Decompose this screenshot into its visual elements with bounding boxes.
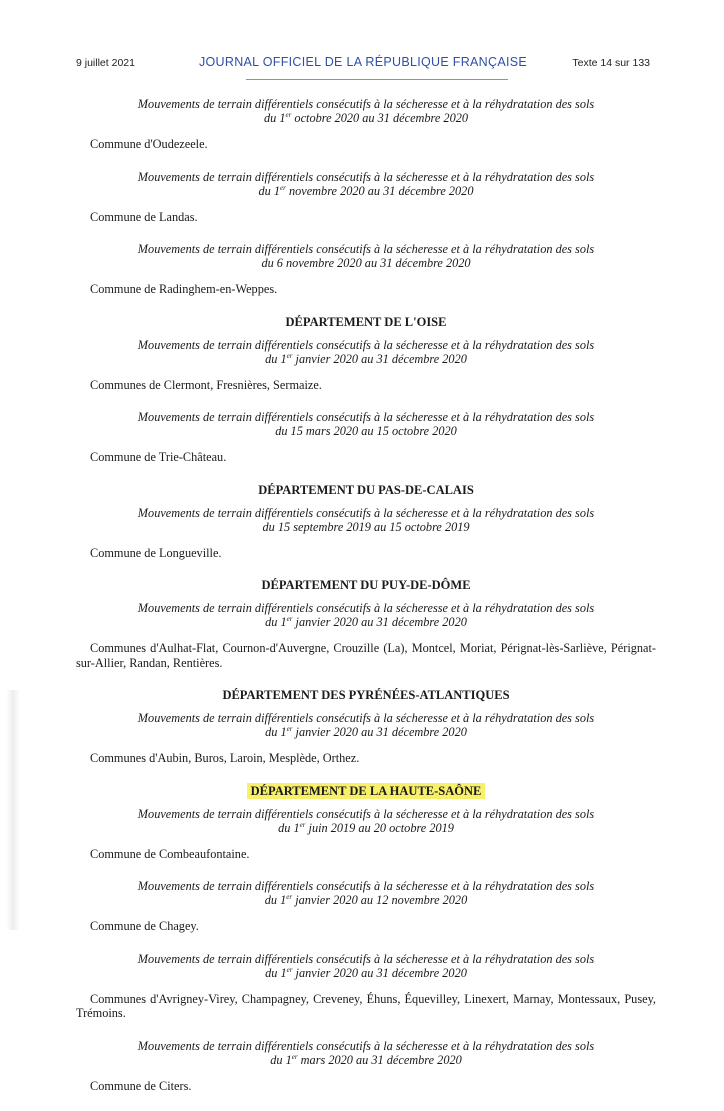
ordinal-suffix: er (286, 351, 293, 360)
decree-heading (76, 338, 656, 366)
department-heading (76, 483, 656, 498)
commune-list: Commune de Combeaufontaine. (90, 846, 250, 861)
page-indicator: Texte 14 sur 133 (572, 57, 650, 69)
department-title: DÉPARTEMENT DES PYRÉNÉES-ATLANTIQUES (222, 688, 510, 702)
decree-heading (76, 879, 656, 907)
department-section (76, 315, 656, 465)
period-start: du 1 (265, 615, 287, 629)
department-heading (76, 578, 656, 593)
ordinal-suffix: er (299, 820, 306, 829)
phenomenon-text: Mouvements de terrain différentiels consécutifs à la sécheresse et à la réhydratation des sols (137, 337, 595, 352)
decree-heading (76, 601, 656, 629)
phenomenon-text: Mouvements de terrain différentiels consécutifs à la sécheresse et à la réhydratation des sols (137, 1038, 595, 1053)
department-heading (76, 784, 656, 799)
period-text (76, 256, 656, 270)
decree-heading (76, 1039, 656, 1067)
department-title: DÉPARTEMENT DU PUY-DE-DÔME (261, 578, 471, 592)
phenomenon-text: Mouvements de terrain différentiels consécutifs à la sécheresse et à la réhydratation des sols (137, 410, 595, 424)
decree-heading (76, 807, 656, 835)
phenomenon-text: Mouvements de terrain différentiels consécutifs à la sécheresse et à la réhydratation des sols (137, 951, 595, 966)
department-heading (76, 315, 656, 330)
period-text (76, 424, 656, 438)
period-text (76, 725, 656, 739)
decree-heading (76, 97, 656, 125)
commune-list: Commune de Landas. (90, 209, 198, 224)
scan-artifact (6, 690, 20, 930)
commune-list: Communes d'Aulhat-Flat, Cournon-d'Auvergne, Crouzille (La), Montcel, Moriat, Pérignat-lès-Sarliève, Pérignat-sur-Allier, Randan, Rentières. (76, 641, 656, 670)
department-section (76, 688, 656, 766)
period-end: octobre 2020 au 31 décembre 2020 (291, 111, 469, 125)
ordinal-suffix: er (286, 724, 293, 733)
phenomenon-text: Mouvements de terrain différentiels consécutifs à la sécheresse et à la réhydratation des sols (137, 601, 595, 615)
department-section (76, 97, 656, 297)
ordinal-suffix: er (286, 965, 293, 974)
phenomenon-text: Mouvements de terrain différentiels consécutifs à la sécheresse et à la réhydratation des sols (137, 242, 595, 256)
commune-list: Commune de Citers. (90, 1078, 192, 1093)
decree-heading (76, 242, 656, 270)
highlighted-department-title: DÉPARTEMENT DE LA HAUTE-SAÔNE (247, 783, 486, 799)
department-title: DÉPARTEMENT DU PAS-DE-CALAIS (258, 482, 474, 497)
phenomenon-text: Mouvements de terrain différentiels consécutifs à la sécheresse et à la réhydratation des sols (137, 806, 595, 821)
ordinal-suffix: er (291, 1052, 298, 1061)
period-end: janvier 2020 au 31 décembre 2020 (292, 725, 467, 739)
commune-list: Commune d'Oudezeele. (90, 137, 208, 151)
ordinal-suffix: er (286, 892, 293, 901)
page-header (76, 57, 650, 73)
period-end: mars 2020 au 31 décembre 2020 (297, 1052, 462, 1067)
commune-list: Commune de Radinghem-en-Weppes. (90, 282, 278, 296)
period-text (76, 520, 656, 534)
period-text (76, 893, 656, 907)
department-title: DÉPARTEMENT DE L'OISE (285, 314, 447, 329)
period-start: du 1 (265, 725, 287, 739)
phenomenon-text: Mouvements de terrain différentiels consécutifs à la sécheresse et à la réhydratation des sols (137, 169, 595, 184)
phenomenon-text: Mouvements de terrain différentiels consécutifs à la sécheresse et à la réhydratation des sols (137, 879, 595, 893)
commune-list: Commune de Trie-Château. (90, 450, 227, 464)
decree-heading (76, 506, 656, 534)
period-end: janvier 2020 au 31 décembre 2020 (292, 965, 467, 980)
period-end: janvier 2020 au 12 novembre 2020 (292, 893, 468, 907)
commune-list: Commune de Longueville. (90, 545, 222, 560)
period-text (76, 184, 656, 198)
department-section (76, 784, 656, 1094)
decree-heading (76, 711, 656, 739)
phenomenon-text: Mouvements de terrain différentiels consécutifs à la sécheresse et à la réhydratation des sols (137, 97, 595, 111)
commune-list: Communes d'Aubin, Buros, Laroin, Mesplède, Orthez. (90, 751, 360, 765)
period-start: du 6 novembre 2020 au 31 décembre 2020 (261, 256, 471, 270)
period-start: du 15 septembre 2019 au 15 octobre 2019 (262, 519, 470, 534)
period-start: du 1 (265, 351, 287, 366)
header-rule (246, 79, 508, 80)
period-text (76, 615, 656, 629)
period-start: du 1 (263, 111, 286, 125)
period-text (76, 821, 656, 835)
decree-heading (76, 952, 656, 980)
document-body (76, 97, 656, 1111)
period-end: janvier 2020 au 31 décembre 2020 (292, 615, 467, 629)
phenomenon-text: Mouvements de terrain différentiels consécutifs à la sécheresse et à la réhydratation des sols (137, 711, 595, 725)
period-start: du 1 (258, 183, 281, 198)
ordinal-suffix: er (280, 183, 286, 192)
publication-date: 9 juillet 2021 (76, 57, 135, 69)
journal-title: JOURNAL OFFICIEL DE LA RÉPUBLIQUE FRANÇAISE (198, 55, 528, 69)
period-end: janvier 2020 au 31 décembre 2020 (292, 351, 467, 366)
period-text (76, 966, 656, 980)
department-section (76, 578, 656, 670)
period-end: novembre 2020 au 31 décembre 2020 (285, 183, 474, 198)
period-start: du 1 (264, 893, 287, 907)
commune-list: Communes de Clermont, Fresnières, Sermaize. (90, 377, 322, 392)
period-text (76, 352, 656, 366)
decree-heading (76, 410, 656, 438)
department-heading (76, 688, 656, 703)
ordinal-suffix: er (286, 614, 293, 623)
period-end: juin 2019 au 20 octobre 2019 (305, 820, 454, 835)
period-start: du 15 mars 2020 au 15 octobre 2020 (275, 424, 457, 438)
decree-heading (76, 170, 656, 198)
phenomenon-text: Mouvements de terrain différentiels consécutifs à la sécheresse et à la réhydratation des sols (137, 505, 595, 520)
department-section (76, 483, 656, 561)
period-start: du 1 (270, 1052, 292, 1067)
period-text (76, 111, 656, 125)
commune-list: Communes d'Avrigney-Virey, Champagney, Creveney, Éhuns, Équevilley, Linexert, Marnay, Montessaux, Pusey, Trémoins. (76, 991, 656, 1020)
period-start: du 1 (278, 820, 300, 835)
ordinal-suffix: er (285, 110, 292, 119)
period-start: du 1 (265, 965, 287, 980)
period-text (76, 1053, 656, 1067)
commune-list: Commune de Chagey. (90, 919, 199, 933)
